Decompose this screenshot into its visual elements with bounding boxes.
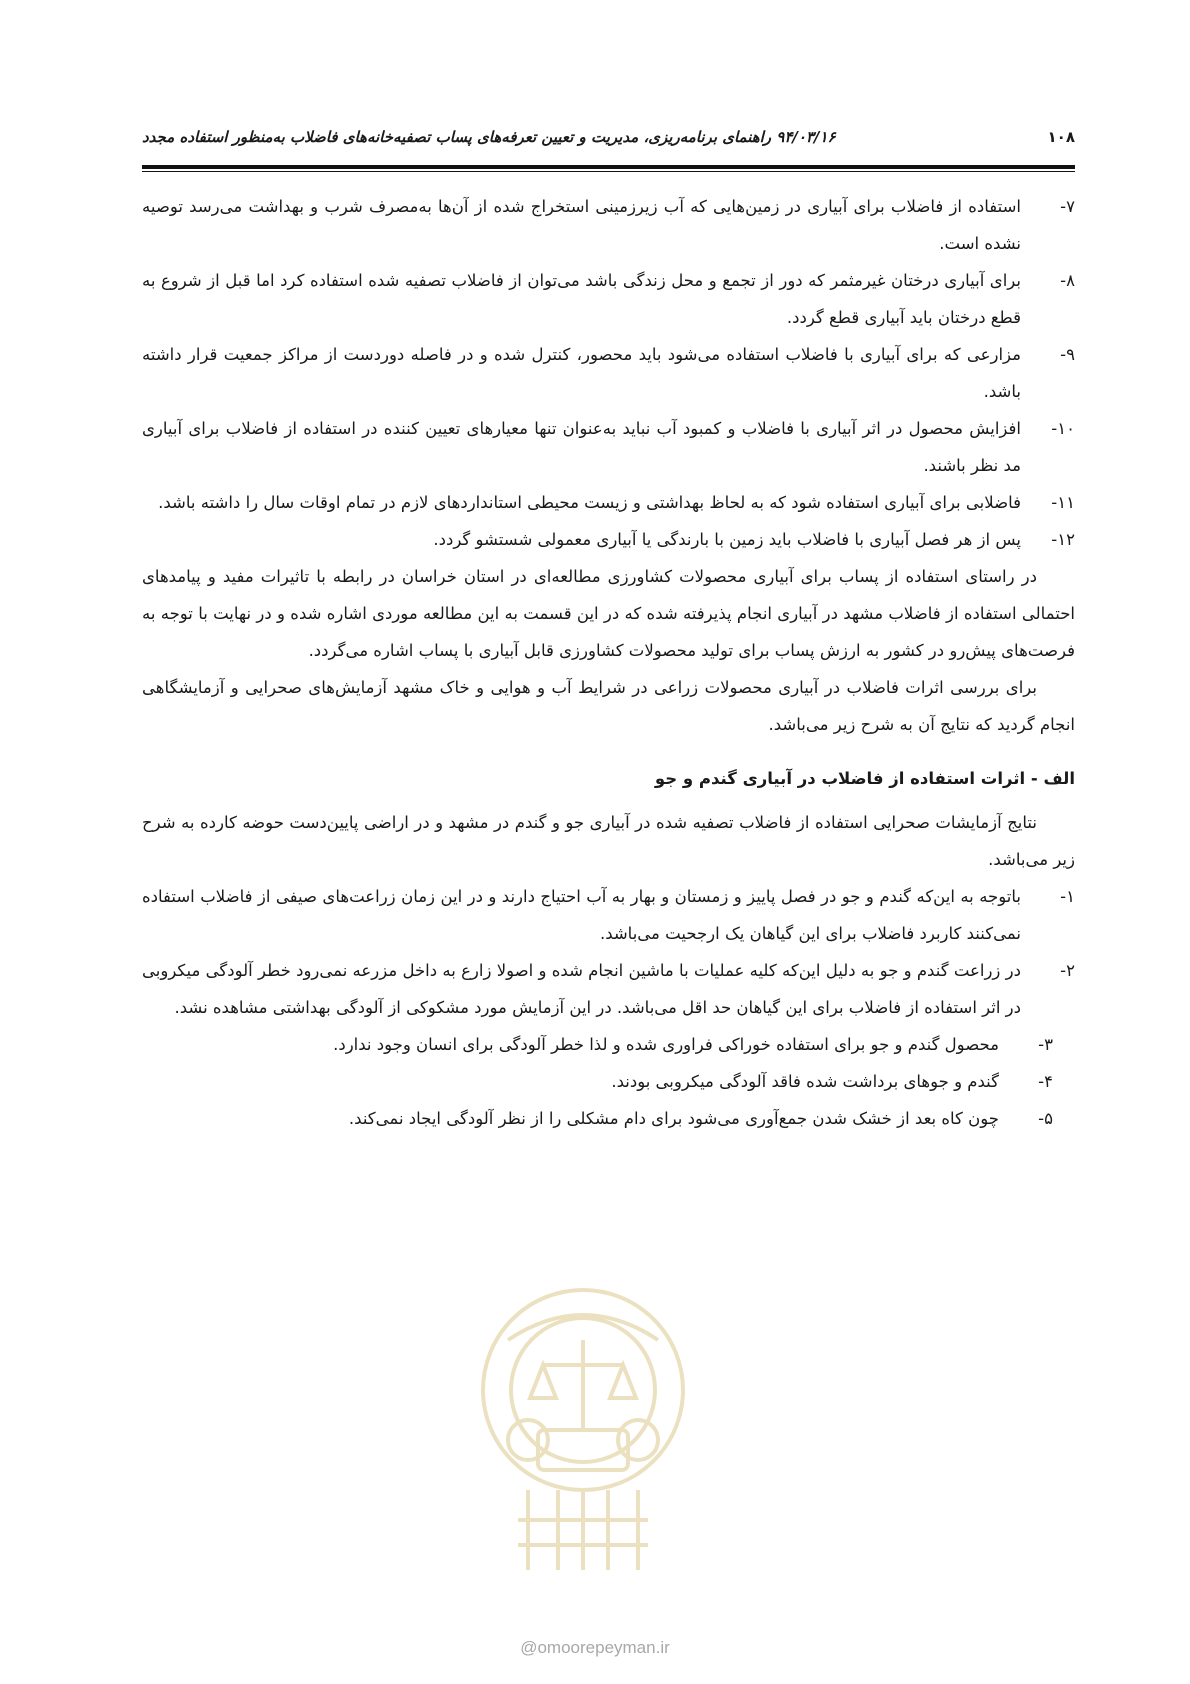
header-rule-thin xyxy=(142,171,1075,172)
list-item xyxy=(142,188,1075,262)
header-title: ۹۴/۰۳/۱۶ راهنمای برنامه‌ریزی، مدیریت و تعیین تعرفه‌های پساب تصفیه‌خانه‌های فاضلاب به‌منظور استفاده مجدد xyxy=(142,128,836,146)
item-text: پس از هر فصل آبیاری با فاضلاب باید زمین با بارندگی یا آبیاری معمولی شستشو گردد. xyxy=(433,530,1021,549)
body-paragraph: برای بررسی اثرات فاضلاب در آبیاری محصولات زراعی در شرایط آب و هوایی و خاک مشهد آزمایش‌های صحرایی و آزمایشگاهی انجام گردید که نتایج آن به شرح زیر می‌باشد. xyxy=(142,678,1075,734)
item-text: برای آبیاری درختان غیرمثمر که دور از تجمع و محل زندگی باشد می‌توان از فاضلاب تصفیه شده استفاده کرد اما قبل از شروع به قطع درختان باید آبیاری قطع گردد. xyxy=(142,271,1021,327)
item-text: در زراعت گندم و جو به دلیل این‌که کلیه عملیات با ماشین انجام شده و اصولا زارع به داخل مزرعه نمی‌رود خطر آلودگی میکروبی در اثر استفاده از فاضلاب برای این گیاهان حد اقل می‌باشد. در این آزمایش مورد مشکوکی از آلودگی بهداشتی مشاهده نشد. xyxy=(142,961,1021,1017)
item-text: محصول گندم و جو برای استفاده خوراکی فراوری شده و لذا خطر آلودگی برای انسان وجود ندارد. xyxy=(333,1035,999,1054)
list-item xyxy=(142,262,1075,336)
item-text: گندم و جوهای برداشت شده فاقد آلودگی میکروبی بودند. xyxy=(611,1072,999,1091)
footer-website: @omoorepeyman.ir xyxy=(520,1638,670,1657)
section-intro: نتایج آزمایشات صحرایی استفاده از فاضلاب تصفیه شده در آبیاری جو و گندم در مشهد و در اراضی پایین‌دست حوضه کارده به شرح زیر می‌باشد. xyxy=(142,813,1075,869)
list-item xyxy=(142,1026,1075,1063)
item-number: ۳- xyxy=(1038,1035,1053,1054)
list-item xyxy=(142,521,1075,558)
item-number: ۹- xyxy=(1060,345,1075,364)
item-number: ۱۱- xyxy=(1051,493,1075,512)
item-number: ۵- xyxy=(1038,1109,1053,1128)
item-text: استفاده از فاضلاب برای آبیاری در زمین‌هایی که آب زیرزمینی استخراج شده از آن‌ها به‌مصرف شرب و بهداشت می‌رسد توصیه نشده است. xyxy=(142,197,1021,253)
item-text: مزارعی که برای آبیاری با فاضلاب استفاده می‌شود باید محصور، کنترل شده و در فاصله دوردست از مراکز جمعیت قرار داشته باشد. xyxy=(142,345,1021,401)
list-item xyxy=(142,1100,1075,1137)
item-number: ۲- xyxy=(1060,961,1075,980)
list-item xyxy=(142,484,1075,521)
item-number: ۱۰- xyxy=(1051,419,1075,438)
item-text: چون کاه بعد از خشک شدن جمع‌آوری می‌شود برای دام مشکلی را از نظر آلودگی ایجاد نمی‌کند. xyxy=(348,1109,999,1128)
item-text: باتوجه به این‌که گندم و جو در فصل پاییز و زمستان و بهار به آب احتیاج دارند و در این زمان زراعت‌های صیفی از فاضلاب استفاده نمی‌کنند کاربرد فاضلاب برای این گیاهان یک ارجحیت می‌باشد. xyxy=(142,887,1021,943)
item-number: ۸- xyxy=(1060,271,1075,290)
list-item xyxy=(142,952,1075,1026)
list-item xyxy=(142,878,1075,952)
item-number: ۱۲- xyxy=(1051,530,1075,549)
running-header xyxy=(142,128,1075,152)
page-number: ۱۰۸ xyxy=(1047,128,1075,146)
body-paragraph: در راستای استفاده از پساب برای آبیاری محصولات کشاورزی مطالعه‌ای در استان خراسان در رابطه با تاثیرات مفید و پیامدهای احتمالی استفاده از فاضلاب مشهد در آبیاری انجام پذیرفته شده که در این قسمت به این مطالعه موردی اشاره شده و در نهایت با توجه به فرصت‌های پیش‌رو در کشور به ارزش پساب برای تولید محصولات کشاورزی قابل آبیاری با پساب اشاره می‌گردد. xyxy=(142,567,1075,660)
item-number: ۴- xyxy=(1038,1072,1053,1091)
item-number: ۷- xyxy=(1060,197,1075,216)
guideline-list xyxy=(142,188,1075,558)
item-number: ۱- xyxy=(1060,887,1075,906)
item-text: افزایش محصول در اثر آبیاری با فاضلاب و کمبود آب نباید به‌عنوان تنها معیارهای تعیین کننده در استفاده از فاضلاب برای آبیاری مد نظر باشند. xyxy=(142,419,1021,475)
section-heading: الف - اثرات استفاده از فاضلاب در آبیاری گندم و جو xyxy=(654,769,1075,788)
omoorepeyman-seal-icon xyxy=(468,1280,698,1580)
header-rule-thick xyxy=(142,165,1075,169)
item-text: فاضلابی برای آبیاری استفاده شود که به لحاظ بهداشتی و زیست محیطی استانداردهای لازم در تمام اوقات سال را داشته باشد. xyxy=(158,493,1021,512)
body-content xyxy=(142,188,1075,1137)
list-item xyxy=(142,410,1075,484)
list-item xyxy=(142,336,1075,410)
list-item xyxy=(142,1063,1075,1100)
findings-list xyxy=(142,878,1075,1137)
